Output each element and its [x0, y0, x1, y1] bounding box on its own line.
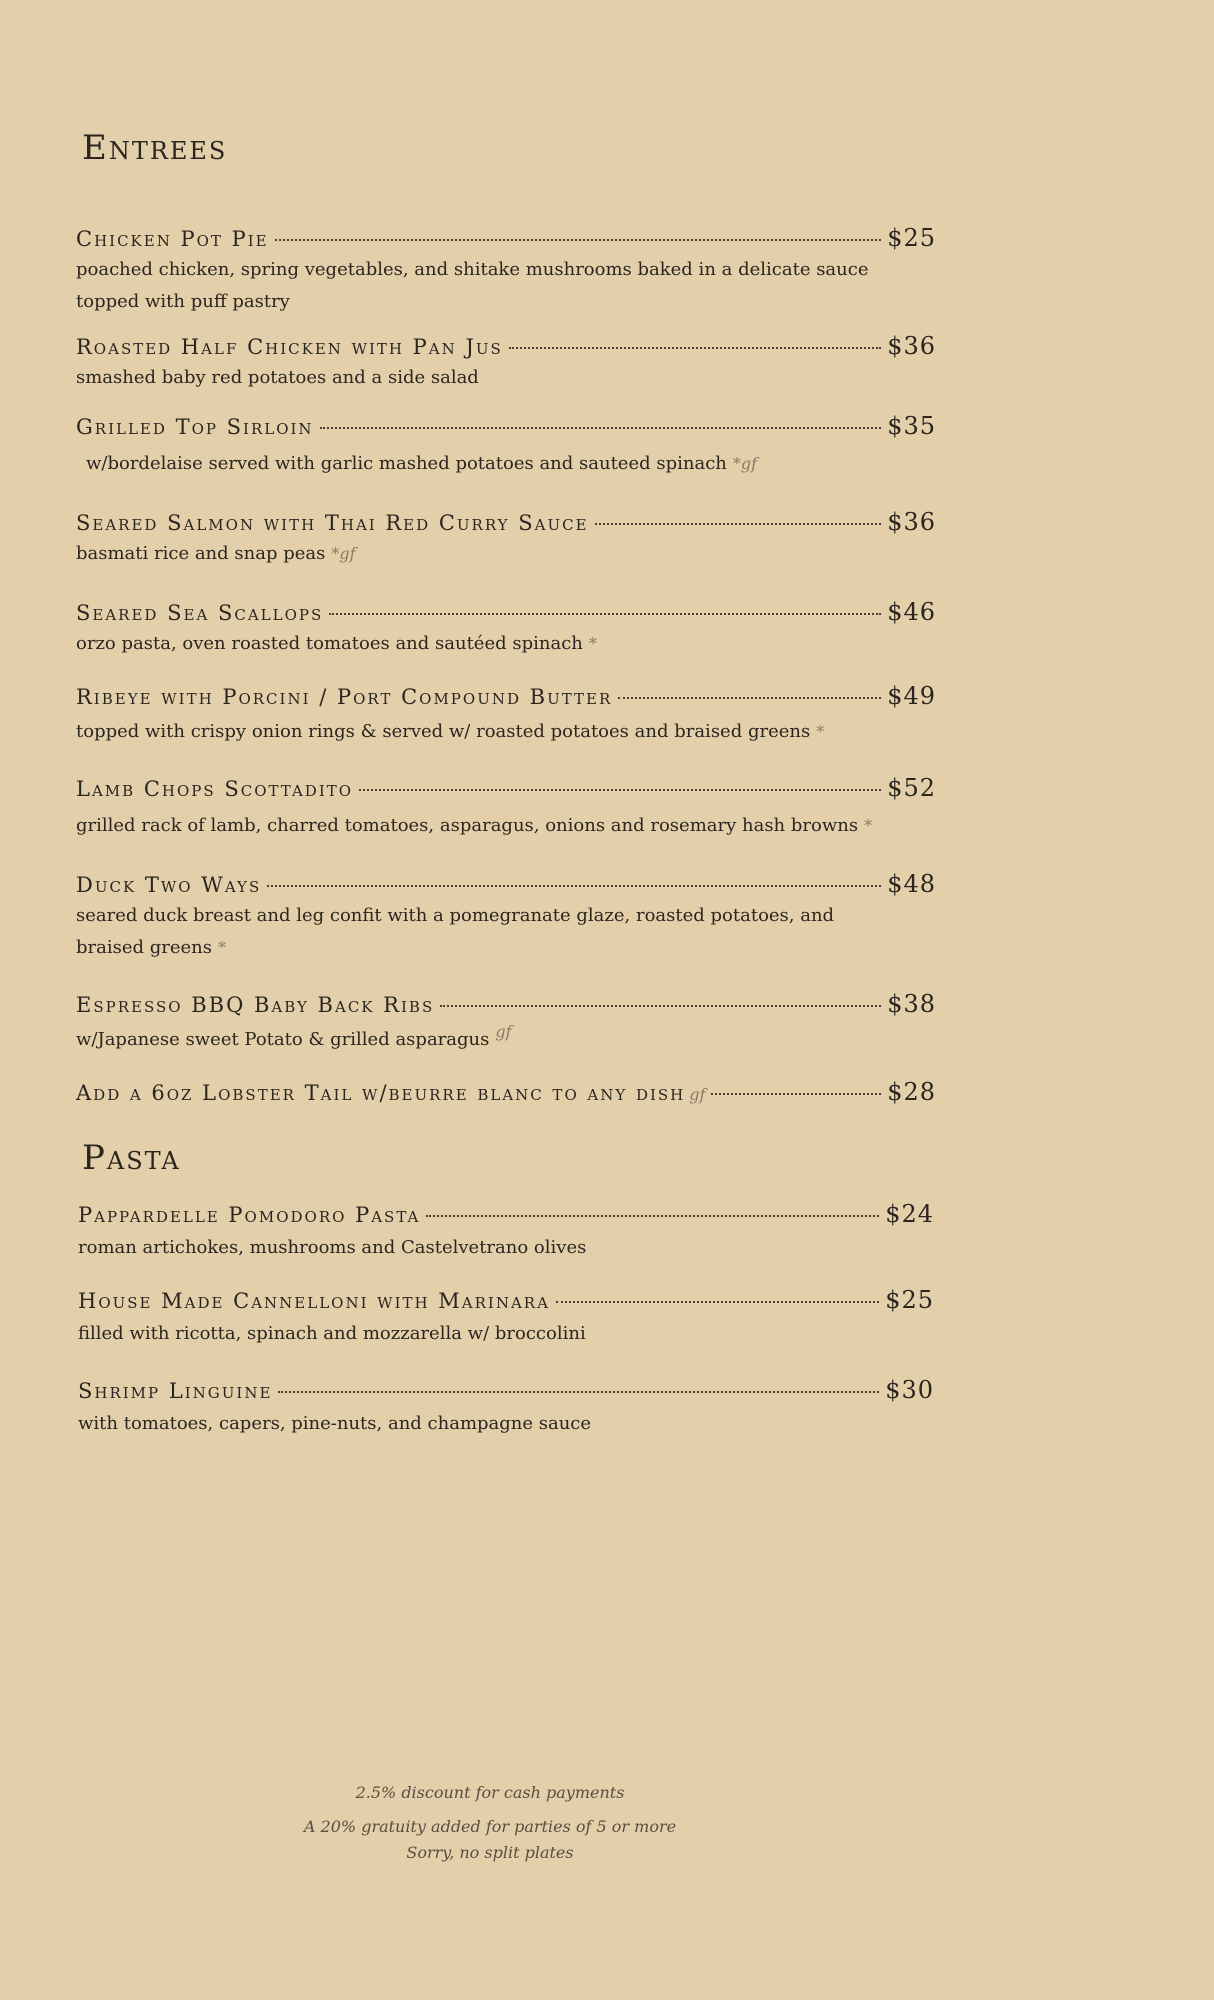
menu-item-cannelloni	[78, 1286, 934, 1350]
item-price: $25	[885, 1286, 934, 1314]
menu-item-lamb-chops	[76, 774, 936, 842]
item-price: $52	[887, 774, 936, 802]
item-name: Espresso BBQ Baby Back Ribs	[76, 993, 435, 1017]
dot-leader	[329, 613, 881, 615]
item-description	[78, 1318, 878, 1350]
item-price: $28	[887, 1078, 936, 1106]
item-price: $49	[887, 682, 936, 710]
item-name: Grilled Top Sirloin	[76, 415, 314, 439]
item-description-text: w/bordelaise served with garlic mashed potatoes and sauteed spinach	[86, 453, 727, 474]
item-price: $25	[887, 224, 936, 252]
item-description	[76, 900, 866, 964]
item-description	[76, 362, 876, 394]
item-name: Lamb Chops Scottadito	[76, 777, 354, 801]
item-name: Duck Two Ways	[76, 873, 262, 897]
dot-leader	[440, 1005, 881, 1007]
menu-item-grilled-top-sirloin	[76, 412, 936, 480]
gluten-free-mark: *gf	[732, 454, 758, 473]
item-description-text: topped with crispy onion rings & served w/ roasted potatoes and braised greens	[76, 721, 811, 742]
item-description	[76, 1016, 876, 1056]
item-description-text: grilled rack of lamb, charred tomatoes, asparagus, onions and rosemary hash browns	[76, 815, 859, 836]
item-description	[76, 810, 876, 842]
item-price: $46	[887, 598, 936, 626]
menu-item-duck-two-ways	[76, 870, 936, 964]
cash-discount-note: 2.5% discount for cash payments	[355, 1783, 625, 1802]
dot-leader	[618, 697, 881, 699]
dot-leader	[509, 347, 881, 349]
gluten-free-mark: *gf	[331, 544, 356, 563]
entrees-heading: Entrees	[82, 128, 228, 168]
item-description-text: seared duck breast and leg confit with a pomegranate glaze, roasted potatoes, and braised greens	[76, 905, 835, 958]
item-name: Add a 6oz Lobster Tail w/beurre blanc to any dish	[76, 1081, 686, 1105]
item-name: Seared Sea Scallops	[76, 601, 324, 625]
pasta-heading: Pasta	[82, 1138, 181, 1178]
item-description-text: filled with ricotta, spinach and mozzarella w/ broccolini	[78, 1323, 586, 1344]
dietary-mark: *	[864, 816, 873, 835]
menu-item-seared-sea-scallops	[76, 598, 936, 660]
item-description	[78, 1232, 878, 1264]
item-description	[76, 628, 876, 660]
item-price: $24	[885, 1200, 934, 1228]
item-price: $36	[887, 332, 936, 360]
item-description-text: poached chicken, spring vegetables, and shitake mushrooms baked in a delicate sauce topped with puff pastry	[76, 259, 869, 312]
item-description	[76, 448, 886, 480]
menu-item-espresso-bbq-ribs	[76, 990, 936, 1056]
gratuity-note: A 20% gratuity added for parties of 5 or more	[303, 1817, 677, 1836]
item-description-text: orzo pasta, oven roasted tomatoes and sautéed spinach	[76, 633, 583, 654]
dietary-mark: *	[588, 634, 597, 653]
menu-item-roasted-half-chicken	[76, 332, 936, 394]
dietary-mark: *	[218, 938, 227, 957]
menu-item-shrimp-linguine	[78, 1376, 934, 1440]
item-description-text: roman artichokes, mushrooms and Castelvetrano olives	[78, 1237, 587, 1258]
item-price: $30	[885, 1376, 934, 1404]
dot-leader	[556, 1301, 879, 1303]
dot-leader	[278, 1391, 879, 1393]
split-plates-note: Sorry, no split plates	[406, 1843, 574, 1862]
item-price: $48	[887, 870, 936, 898]
item-price: $36	[887, 508, 936, 536]
gluten-free-mark: gf	[689, 1085, 706, 1104]
item-name: Seared Salmon with Thai Red Curry Sauce	[76, 511, 589, 535]
menu-item-pappardelle	[78, 1200, 934, 1264]
item-description-text: basmati rice and snap peas	[76, 543, 326, 564]
item-description	[78, 1408, 878, 1440]
dot-leader	[711, 1093, 881, 1095]
dietary-mark: *	[816, 722, 825, 741]
item-name: Shrimp Linguine	[78, 1379, 273, 1403]
item-price: $38	[887, 990, 936, 1018]
gluten-free-mark: gf	[495, 1022, 512, 1041]
item-description	[76, 254, 876, 318]
item-description	[76, 716, 876, 748]
item-description	[76, 538, 876, 570]
item-price: $35	[887, 412, 936, 440]
item-name: Roasted Half Chicken with Pan Jus	[76, 335, 503, 359]
item-description-text: w/Japanese sweet Potato & grilled asparagus	[76, 1029, 490, 1050]
item-name: Pappardelle Pomodoro Pasta	[78, 1203, 421, 1227]
menu-footer-notes	[0, 1780, 980, 1866]
menu-item-lobster-tail-addon	[76, 1078, 936, 1106]
item-name: Chicken Pot Pie	[76, 227, 269, 251]
item-name: House Made Cannelloni with Marinara	[78, 1289, 550, 1313]
dot-leader	[275, 239, 882, 241]
dot-leader	[267, 885, 881, 887]
menu-item-seared-salmon	[76, 508, 936, 570]
menu-item-chicken-pot-pie	[76, 224, 936, 318]
dot-leader	[359, 789, 881, 791]
item-name: Ribeye with Porcini / Port Compound Butter	[76, 685, 613, 709]
dot-leader	[426, 1215, 879, 1217]
menu-item-ribeye	[76, 682, 936, 748]
item-description-text: with tomatoes, capers, pine-nuts, and champagne sauce	[78, 1413, 592, 1434]
dot-leader	[595, 523, 882, 525]
item-description-text: smashed baby red potatoes and a side salad	[76, 367, 479, 388]
dot-leader	[320, 427, 882, 429]
